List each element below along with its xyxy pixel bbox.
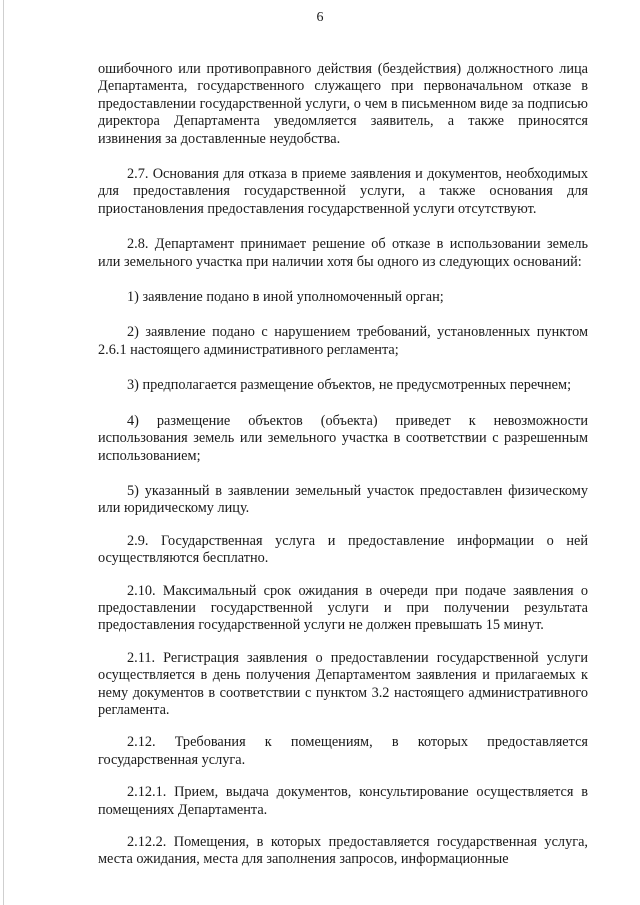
paragraph-2-11: 2.11. Регистрация заявления о предоставлении государственной услуги осуществляется в день получения Департаментом заявления и прилагаемых к нему документов в соответствии с пунктом 3.2 настоящего административного регламента. bbox=[98, 649, 588, 718]
paragraph-2-8: 2.8. Департамент принимает решение об отказе в использовании земель или земельного участка при наличии хотя бы одного из следующих оснований: bbox=[98, 236, 588, 270]
paragraph-2-9: 2.9. Государственная услуга и предоставление информации о ней осуществляются бесплатно. bbox=[98, 532, 588, 567]
list-item-4: 4) размещение объектов (объекта) приведет к невозможности использования земель или земельного участка в соответствии с разрешенным использованием; bbox=[98, 412, 588, 464]
page-number: 6 bbox=[316, 10, 324, 25]
list-item-5: 5) указанный в заявлении земельный участок предоставлен физическому или юридическому лицу. bbox=[98, 482, 588, 517]
paragraph-2-12-2: 2.12.2. Помещения, в которых предоставляется государственная услуга, места ожидания, места для заполнения запросов, информационные bbox=[98, 834, 588, 868]
page-edge bbox=[3, 0, 4, 905]
paragraph-2-10: 2.10. Максимальный срок ожидания в очереди при подаче заявления о предоставлении государственной услуги и при получении результата предоставления государственной услуги не должен превышать 15 минут. bbox=[98, 582, 588, 634]
list-item-3: 3) предполагается размещение объектов, не предусмотренных перечнем; bbox=[127, 377, 572, 394]
paragraph-2-12-1: 2.12.1. Прием, выдача документов, консультирование осуществляется в помещениях Департамента. bbox=[98, 784, 588, 818]
list-item-2: 2) заявление подано с нарушением требований, установленных пунктом 2.6.1 настоящего административного регламента; bbox=[98, 324, 588, 358]
paragraph-2-7: 2.7. Основания для отказа в приеме заявления и документов, необходимых для предоставления государственной услуги, а также основания для приостановления предоставления государственной услуги отсутствуют. bbox=[98, 166, 588, 217]
document-body bbox=[98, 61, 588, 869]
list-item-1: 1) заявление подано в иной уполномоченный орган; bbox=[127, 289, 444, 306]
paragraph-2-12: 2.12. Требования к помещениям, в которых предоставляется государственная услуга. bbox=[98, 734, 588, 768]
paragraph-continuation: ошибочного или противоправного действия (бездействия) должностного лица Департамента, государственного служащего при первоначальном отказе в предоставлении государственной услуги, о чем в письменном виде за подписью директора Департамента уведомляется заявитель, а также приносятся извинения за доставленные неудобства. bbox=[98, 61, 588, 147]
